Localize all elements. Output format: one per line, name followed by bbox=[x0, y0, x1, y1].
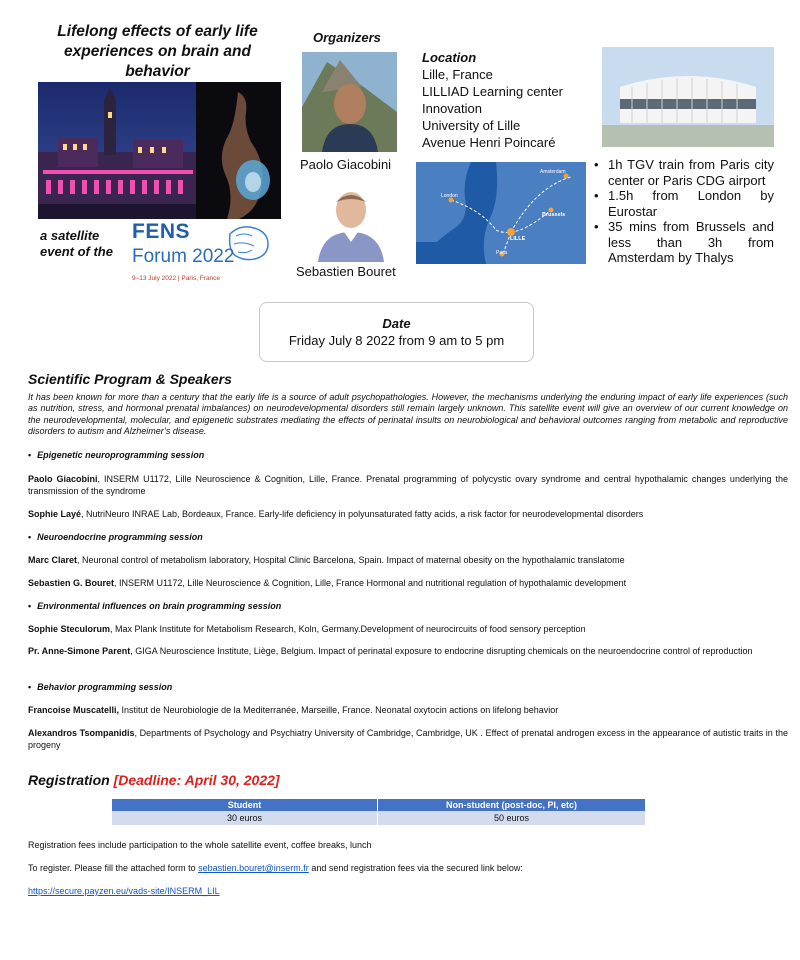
speaker-details: , INSERM U1172, Lille Neuroscience & Cognition, Lille, France Hormonal and nutritional regulation of hypothalamic development bbox=[114, 578, 627, 588]
speaker-details: , Neuronal control of metabolism laboratory, Hospital Clinic Barcelona, Spain. Impact of maternal obesity on the hypothalamic translatome bbox=[77, 555, 625, 565]
map-label: Paris bbox=[496, 250, 508, 256]
location-address bbox=[422, 66, 563, 151]
organizer-name: Paolo Giacobini bbox=[300, 157, 392, 172]
event-title: Lifelong effects of early life experiences on brain and behavior bbox=[57, 23, 258, 80]
fees-header-cell: Non-student (post-doc, PI, etc) bbox=[378, 799, 646, 811]
location-line: Innovation bbox=[422, 101, 482, 116]
program-intro: It has been known for more than a century that the early life is a source of adult psychopathologies. However, the mechanisms underlying the enduring impact of early life experiences (such as nutrition, stress, and hormonal prenatal imbalances) on neurodevelopmental disorders still remain largely unknown. This satellite event will give an overview of our current knowledge on the neurodevelopmental, molecular, and epigenetic substrates mediating the effects of perinatal insults on neurobiological and behavioral outcomes ranging from metabolic and reproductive disorders to autism and Alzheimer’s disease. bbox=[28, 392, 788, 436]
map-label: LILLE bbox=[510, 236, 526, 242]
session-title: Environmental influences on brain programming session bbox=[37, 601, 282, 611]
date-heading: Date bbox=[382, 316, 411, 331]
session-title: Epigenetic neuroprogramming session bbox=[37, 450, 205, 460]
fees-header-cell: Student bbox=[112, 799, 378, 811]
organizer-photo bbox=[302, 52, 397, 152]
date-value: Friday July 8 2022 from 9 am to 5 pm bbox=[288, 333, 505, 348]
speaker-name: Marc Claret bbox=[28, 555, 78, 565]
session-heading: • Environmental influences on brain programming session bbox=[28, 601, 282, 611]
hero-image bbox=[38, 82, 281, 219]
speaker-name: Paolo Giacobini bbox=[28, 474, 98, 484]
session-heading: • Neuroendocrine programming session bbox=[28, 532, 203, 542]
location-line: Lille, France bbox=[422, 67, 493, 82]
map-label: Amsterdam bbox=[540, 169, 566, 175]
registration-deadline: [Deadline: April 30, 2022] bbox=[113, 772, 280, 788]
speaker-entry bbox=[28, 509, 788, 521]
table-row bbox=[112, 811, 645, 825]
speaker-details: , INSERM U1172, Lille Neuroscience & Cognition, Lille, France. Prenatal programming of polycystic ovary syndrome and central hypothalamic changes underlying the transmission of the syndrome bbox=[28, 474, 788, 496]
speaker-details: Institut de Neurobiologie de la Mediterranée, Marseille, France. Neonatal oxytocin actions on lifelong behavior bbox=[119, 705, 559, 715]
organizers-heading: Organizers bbox=[313, 30, 381, 45]
map-label: London bbox=[441, 193, 458, 199]
registration-how-suffix: and send registration fees via the secured link below: bbox=[311, 863, 523, 873]
location-line: LILLIAD Learning center bbox=[422, 84, 563, 99]
fens-logo-dates: 9–13 July 2022 | Paris, France bbox=[132, 275, 221, 282]
speaker-details: , GIGA Neuroscience Institute, Liège, Belgium. Impact of perinatal exposure to endocrine disrupting chemicals on the neuroendocrine control of reproduction bbox=[130, 646, 753, 656]
fens-logo-line2: Forum 2022 bbox=[132, 246, 235, 267]
travel-item: • 1h TGV train from Paris city center or Paris CDG airport bbox=[594, 157, 774, 188]
speaker-entry bbox=[28, 705, 788, 717]
speaker-name: Sophie Steculorum bbox=[28, 624, 111, 634]
speaker-details: , Max Plank Institute for Metabolism Research, Koln, Germany.Development of neurocircuits of food sensory perception bbox=[110, 624, 586, 634]
organizer-email-link[interactable]: sebastien.bouret@inserm.fr bbox=[198, 863, 309, 873]
travel-item: • 1.5h from London by Eurostar bbox=[594, 188, 774, 219]
speaker-name: Sebastien G. Bouret bbox=[28, 578, 115, 588]
speaker-entry bbox=[28, 578, 788, 590]
travel-item: • 35 mins from Brussels and less than 3h from Amsterdam by Thalys bbox=[594, 219, 774, 266]
speaker-details: , NutriNeuro INRAE Lab, Bordeaux, France. Early-life deficiency in polyunsaturated fatty acids, a risk factor for neurodevelopmental disorders bbox=[81, 509, 644, 519]
session-heading: • Epigenetic neuroprogramming session bbox=[28, 450, 205, 460]
registration-title: Registration bbox=[28, 772, 110, 788]
registration-heading bbox=[28, 772, 280, 788]
speaker-entry bbox=[28, 728, 788, 751]
location-line: University of Lille bbox=[422, 118, 521, 133]
venue-building-photo bbox=[602, 47, 774, 147]
map-label: Brussels bbox=[542, 212, 566, 218]
payment-link[interactable]: https://secure.payzen.eu/vads-site/INSERM_LIL bbox=[28, 886, 220, 896]
registration-note: Registration fees include participation to the whole satellite event, coffee breaks, lunch bbox=[28, 840, 372, 850]
satellite-event-text: a satellite event of the bbox=[40, 228, 113, 259]
fees-header-row bbox=[112, 799, 645, 811]
fees-table bbox=[112, 799, 645, 825]
location-line: Avenue Henri Poincaré bbox=[422, 135, 556, 150]
session-title: Behavior programming session bbox=[37, 682, 173, 692]
organizer-photo bbox=[308, 180, 394, 262]
date-box bbox=[259, 302, 534, 362]
organizer-name: Sebastien Bouret bbox=[296, 264, 396, 279]
session-heading: • Behavior programming session bbox=[28, 682, 173, 692]
program-heading: Scientific Program & Speakers bbox=[28, 371, 232, 387]
fens-logo-line1: FENS bbox=[132, 220, 191, 243]
fees-cell: 50 euros bbox=[378, 811, 646, 825]
speaker-details: , Departments of Psychology and Psychiatry University of Cambridge, Cambridge, UK . Effect of prenatal androgen excess in the appearance of autistic traits in the progeny bbox=[28, 728, 788, 750]
fees-cell: 30 euros bbox=[112, 811, 378, 825]
location-heading: Location bbox=[422, 50, 477, 65]
speaker-entry bbox=[28, 474, 788, 497]
brain-icon bbox=[230, 227, 268, 260]
registration-how-prefix: To register. Please fill the attached form to bbox=[28, 863, 196, 873]
travel-info-list bbox=[594, 157, 774, 266]
speaker-entry bbox=[28, 624, 788, 636]
speaker-name: Alexandros Tsompanidis bbox=[28, 728, 135, 738]
speaker-name: Francoise Muscatelli, bbox=[28, 705, 120, 715]
registration-instructions bbox=[28, 863, 523, 873]
speaker-name: Sophie Layé bbox=[28, 509, 82, 519]
speaker-entry bbox=[28, 555, 788, 567]
session-title: Neuroendocrine programming session bbox=[37, 532, 203, 542]
speaker-entry bbox=[28, 646, 788, 658]
speaker-name: Pr. Anne-Simone Parent bbox=[28, 646, 131, 656]
